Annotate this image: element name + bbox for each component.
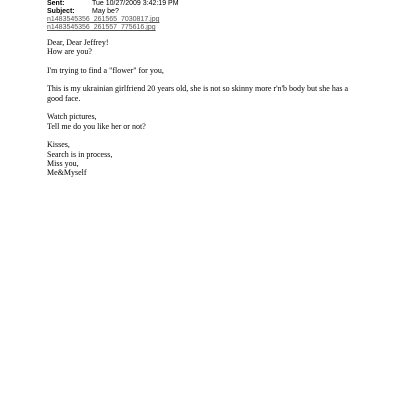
sent-value: Tue 10/27/2009 3:42:19 PM — [92, 0, 179, 7]
greeting-question: How are you? — [47, 47, 92, 57]
sent-label: Sent: — [47, 0, 65, 7]
sent-row — [47, 0, 347, 8]
email-body — [47, 38, 357, 187]
greeting-paragraph — [47, 38, 357, 57]
girlfriend-line-2: good face. — [47, 93, 81, 103]
subject-value: May be? — [92, 8, 119, 15]
pictures-paragraph — [47, 112, 357, 131]
closing-line-3: Miss you, — [47, 158, 79, 168]
closing-line-2: Search is in process, — [47, 149, 113, 159]
closing-line-1: Kisses, — [47, 140, 70, 150]
subject-label: Subject: — [47, 8, 75, 15]
attachment-link-1[interactable]: n1483545356_261565_7030817.jpg — [47, 16, 160, 23]
pictures-line-2: Tell me do you like her or not? — [47, 121, 146, 131]
girlfriend-paragraph — [47, 84, 357, 103]
signature: Me&Myself — [47, 168, 87, 178]
subject-row — [47, 8, 347, 16]
greeting-line: Dear, Dear Jeffrey! — [47, 38, 109, 47]
pictures-line-1: Watch pictures, — [47, 112, 97, 122]
girlfriend-line-1: This is my ukrainian girlfriend 20 years old, she is not so skinny more r'n'b body but she has a — [47, 84, 349, 94]
flower-paragraph — [47, 66, 357, 75]
closing-paragraph — [47, 140, 357, 177]
attachment-link-2[interactable]: n1483545356_261557_775616.jpg — [47, 24, 156, 31]
email-headers — [47, 0, 347, 32]
flower-line: I'm trying to find a "flower" for you, — [47, 65, 164, 75]
